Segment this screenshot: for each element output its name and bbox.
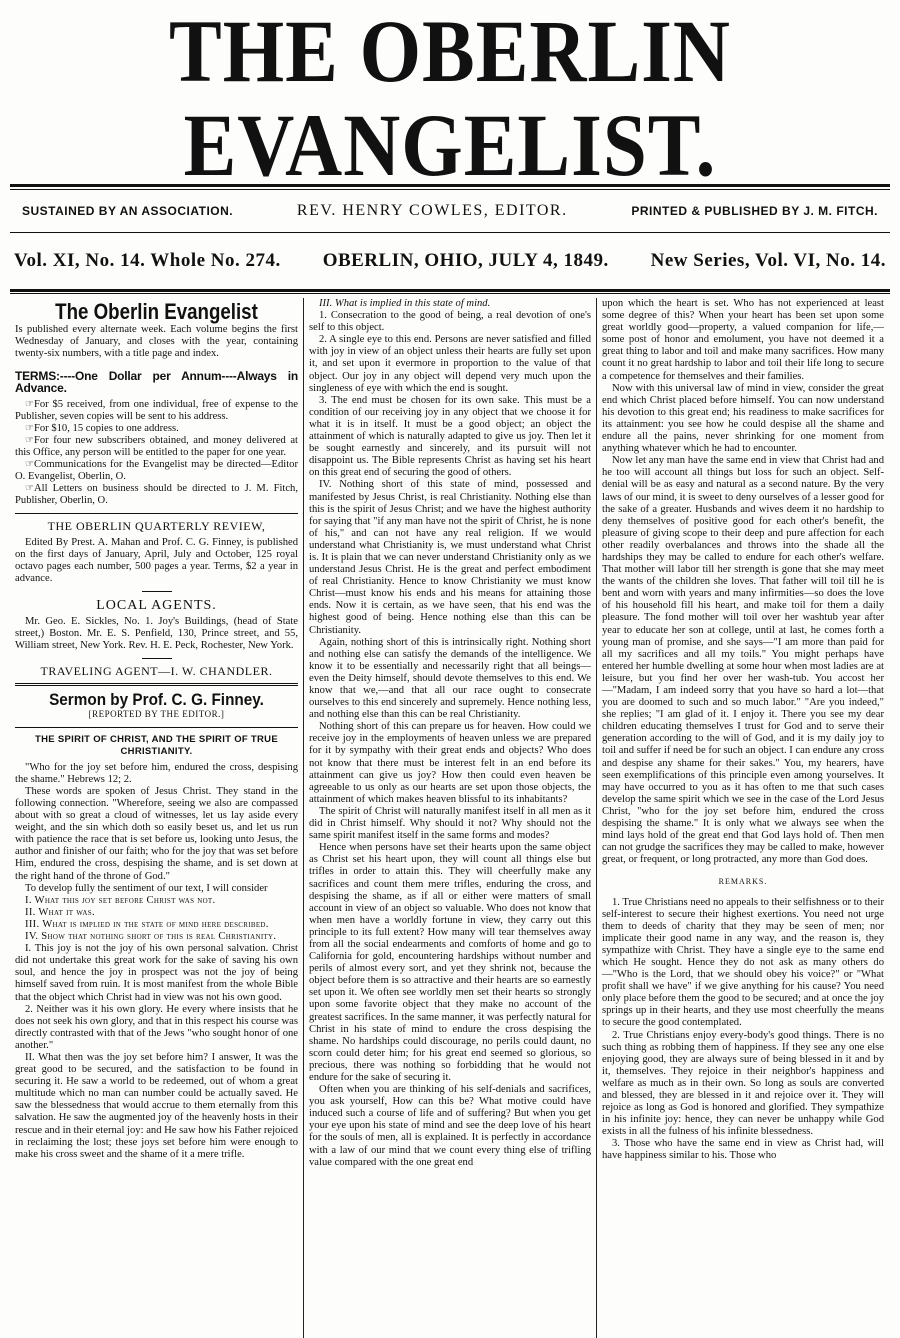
- article-columns: [10, 298, 890, 1338]
- section-divider: [15, 513, 298, 514]
- section-heading: III. What is implied in this state of mind.: [319, 298, 491, 309]
- term-item: ☞All Letters on business should be directed to J. M. Fitch, Publisher, Oberlin, O.: [15, 483, 298, 507]
- paragraph: Nothing short of this can prepare us for heaven. How could we receive joy in the employments of heaven unless we are prepared for it by sympathy with their great ends and objects? Who does not know that there must be interest felt in an end before its attainment can give us joy? How then could even heaven be agreeable to us only as our hearts are set upon those objects, the attainment of which makes heaven blissful to its inhabitants?: [309, 721, 591, 805]
- outline-item: IV. Show that nothing short of this is real Christianity.: [25, 931, 277, 943]
- paragraph: 3. Those who have the same end in view as Christ had, will have happiness similar to his. Those who: [602, 1138, 884, 1162]
- paragraph: 2. Neither was it his own glory. He every where insists that he does not seek his own glory, and that in this respect his course was directly contrasted with that of the Jews "who sought honor of one another.": [15, 1003, 298, 1051]
- paragraph: Hence when persons have set their hearts upon the same object as Christ set his heart upon, they will count all things else but trifles in order to attain this. They will cheerfully make any sacrifices and count them mere trifles, enduring the cross, and despising the shame, as if all or either were matters of small account in view of an object so valuable. Who does not know that when men have a worldly fortune in view, they carry out this principle to its full extent? How many will tear themselves away from all the social endearments and comforts of home and go to California for gold, encountering hardships without number and perils of almost every sort, and yet they shrink not, because the object before them is so attractive and their hearts are so earnestly set upon it. We often see worldly men set their hearts so strongly upon some favorite object that they make no account of the greatest sacrifices. In the same manner, it was perfectly natural for Christ in his state of mind to endure the cross despising the shame. No hardships could discourage, no perils could daunt, no scorn could deter him; for his great end seemed so glorious, so precious, there was nothing so forbidding that he would not endure for the sake of securing it.: [309, 842, 591, 1083]
- sermon-title: THE SPIRIT OF CHRIST, AND THE SPIRIT OF TRUE CHRISTIANITY.: [35, 733, 278, 757]
- column-1: [10, 298, 303, 1338]
- pointing-hand-icon: ☞: [25, 434, 34, 446]
- dateline: [10, 233, 890, 289]
- paragraph: Again, nothing short of this is intrinsically right. Nothing short and nothing else can satisfy the demands of the intelligence. We know it to be essentially and necessarily right that all beings—even the Deity himself, should devote themselves to this end. We know that we,—and that all our race ought to consecrate ourselves to this end sincerely and supremely. Hence nothing less, and nothing else than this can be real Christianity.: [309, 636, 591, 721]
- publication-intro: Is published every alternate week. Each volume begins the first Wednesday of January, and closes with the year, containing twenty-six numbers, with a title page and index.: [15, 324, 298, 360]
- outline-item: III. What is implied in the state of mind here described.: [25, 918, 269, 930]
- masthead-title: THE OBERLIN EVANGELIST.: [169, 3, 731, 196]
- pointing-hand-icon: ☞: [25, 459, 34, 471]
- newspaper-page: [0, 3, 900, 1269]
- column-3: [596, 298, 889, 1338]
- publisher-line: PRINTED & PUBLISHED BY J. M. FITCH.: [631, 204, 878, 218]
- pointing-hand-icon: ☞: [25, 483, 34, 495]
- short-rule: [142, 658, 172, 659]
- paragraph: These words are spoken of Jesus Christ. They stand in the following connection. "Wherefore, seeing we also are compassed about with so great a cloud of witnesses, let us lay aside every weight, and the sin which doth so easily beset us, and let us run with patience the race that is set before us, looking unto Jesus, the author and finisher of our faith; who for the joy that was set before Him, endured the cross, despising the shame, and is set down at the right hand of the throne of God.": [15, 785, 298, 882]
- paragraph: IV. Nothing short of this state of mind, possessed and manifested by Jesus Christ, is real Christianity. Nothing else than this is the spirit of Jesus Christ; and we have the highest authority for saying that "if any man have not the spirit of Christ, he is none of his," and can not have any real religion. If we would understand what Christianity is, we must understand what Christ is. It is plain that we can never understand Christianity only as we understand Jesus Christ. He is the great and perfect embodiment of real Christianity. Hence to know Christianity we must know Christ—must know his ends and his means for attaining those ends. Now it is certain, as we have seen, that his end was the highest good of being. Hence nothing else than this can be Christianity.: [309, 479, 591, 636]
- paragraph: To develop fully the sentiment of our text, I will consider: [25, 882, 268, 894]
- paragraph: I. This joy is not the joy of his own personal salvation. Christ did not undertake this great work for the sake of saving his own soul, and hence the joy in prospect was not the joy of being himself saved from ruin. It is most manifest from the whole Bible that the object which Christ had in view was not his own good.: [15, 943, 298, 1003]
- outline-item: I. What this joy set before Christ was not.: [25, 894, 216, 906]
- association-line: SUSTAINED BY AN ASSOCIATION.: [22, 204, 234, 218]
- editor-line: REV. HENRY COWLES, EDITOR.: [296, 202, 568, 219]
- terms-heading: TERMS:----One Dollar per Annum----Always in Advance.: [15, 369, 298, 396]
- paragraph: 3. The end must be chosen for its own sake. This must be a condition of our receiving joy in any object that we choose it for what it is in itself. It must be a good object; an object the attainment of which is naturally adapted to give us joy. Then let it be sought earnestly and sincerely, and its pursuit will not disappoint us. The Bible represents Christ as having set his heart on this great end of securing the good of others.: [309, 394, 591, 479]
- paragraph: 1. True Christians need no appeals to their selfishness or to their self-interest to secure their highest exertions. You need not urge them to deeds of charity that they may be seen of men; nor implicate their good name in any way, and the reason is, they sympathize with Christ. They have a single eye to the same end which He sought. Hence they do not ask as many others do—"Who is the Lord, that we should obey his voice?" or "What profit shall we have" if we give anything for his cause? You need only place before them the good to be secured; and at once the joy springs up in their hearts, and they use most cheerfully the means to secure the good contemplated.: [602, 896, 884, 1029]
- paragraph: Now let any man have the same end in view that Christ had and he too will account all things but loss for such an object. Self-denial will be as easy and natural as a second nature. By the very laws of our mind, it is sweet to deny ourselves of a lesser good for the sake of a greater. Husbands and wives deem it no hardship to deny themselves of positive good for each other's benefit, the pleasure of giving scope to their deep and pure affection for each other readily overbalances and throws into the shade all the hardships they may be called to endure for each other's welfare. That mother will labor till her strength is gone that she may meet the wants of the children she loves. That father will toil till he is bent and worn with years and many infirmities—so does the love of his household fill his heart, and make toil for them a daily pleasure. The fond mother will toil over her washtub year after year to educate her son at college, until at last, he comes forth a young man of promise, and she says—"I am more than paid for all my sacrifices and all my toils." You might perhaps have entered her humble dwelling at some hour when most ladies are at leisure, but you find her over her wash-tub. You accost her—"Madam, I am indeed sorry that you have so hard a lot—that you are doomed to such and so much labor." "Are you indeed," she replies; "I am glad of it. I enjoy it. There you see my dear children educating themselves I trust for God and to serve their generation according to the will of God, and it is my daily joy to toil and suffer if need be for such an object. I can endure any cross and despise any shame for their sakes." You, my hearers, have seen exemplifications of this principle even among yourselves. It may have occurred to you as it has often to me that such cases develop the same spirit which we see in the case of the Lord Jesus Christ, "who for the joy set before him, endured the cross despising the shame." It is only what we always see when the mind lays hold of the great end that God lays hold of. Then men can not grudge the sacrifices they may be called to make, however great, or frequent, or long protracted, any more than God does.: [602, 455, 884, 866]
- paragraph: 1. Consecration to the good of being, a real devotion of one's self to this object.: [309, 310, 591, 334]
- section-divider: [15, 683, 298, 686]
- term-item: ☞For $5 received, from one individual, free of expense to the Publisher, seven copies will be sent to his address.: [15, 398, 298, 422]
- volume-number: Vol. XI, No. 14. Whole No. 274.: [14, 250, 281, 271]
- paragraph: 2. True Christians enjoy every-body's good things. There is no such thing as robbing them of happiness. If they see any one else enjoying good, they are always sure of being blessed in it and by it, themselves. They rejoice in their neighbor's happiness and welfare as much as in their own. So long as souls are converted and blessed, they are blessed in it and rejoice over it. They will rejoice as long as God is honored and glorified. They sympathize in his infinite joy: hence, they can never be unhappy while God exists in all the fulness of his infinite blessedness.: [602, 1029, 884, 1138]
- paragraph: The spirit of Christ will naturally manifest itself in all men as it did in Christ himself. Why should it not? Why should not the same spirit manifest itself in the same forms and modes?: [309, 805, 591, 842]
- place-date: OBERLIN, OHIO, JULY 4, 1849.: [322, 250, 609, 271]
- masthead-subhead: [10, 190, 890, 232]
- pointing-hand-icon: ☞: [25, 398, 34, 410]
- dateline-rule: [10, 289, 890, 294]
- agents-text: Mr. Geo. E. Sickles, No. 1. Joy's Buildings, (head of State street,) Boston. Mr. E. S. Penfield, 130, Prince street, and 55, William street, New York. Rev. H. E. Peck, Rochester, New York.: [15, 615, 298, 652]
- paragraph: Now with this universal law of mind in view, consider the great end which Christ placed before himself. You can now understand his devotion to this great end; his readiness to make sacrifices for its attainment: you see how he could despise all the shame and endure all the pains, never shrinking for one moment from anything whatever which he had to encounter.: [602, 382, 884, 455]
- sermon-heading: Sermon by Prof. C. G. Finney.: [49, 690, 264, 710]
- review-title: THE OBERLIN QUARTERLY REVIEW,: [47, 519, 266, 534]
- traveling-agent: TRAVELING AGENT—I. W. CHANDLER.: [40, 664, 273, 679]
- reported-by: [REPORTED BY THE EDITOR.]: [88, 709, 225, 720]
- remarks-heading: REMARKS.: [718, 877, 768, 887]
- short-rule: [142, 591, 172, 592]
- pointing-hand-icon: ☞: [25, 422, 34, 434]
- review-text: Edited By Prest. A. Mahan and Prof. C. G. Finney, is published on the first days of January, April, July and October, 125 royal octavo pages each number, 500 pages a year. Terms, $2 a year in advance.: [15, 536, 298, 584]
- term-item: ☞For $10, 15 copies to one address.: [25, 422, 179, 434]
- paragraph: Often when you are thinking of his self-denials and sacrifices, you ask yourself, How can this be? What motive could have induced such a course of life and of suffering? But when you get your eye upon his state of mind and see the deep love of his heart for the souls of men, all is explained. It is perfectly in accordance with a law of our mind that we count every thing else of trifling value compared with the one great end: [309, 1084, 591, 1168]
- paragraph: upon which the heart is set. Who has not experienced at least some degree of this? When your heart has been set upon some great worldly good—property, a valued companion for life,—some post of honor and emolument, you have not deemed it a great thing to labor and toil and make many sacrifices. How many count it no great hardship to labor and toil their life long to secure a competence for themselves and their families.: [602, 298, 884, 382]
- column-2: [303, 298, 596, 1338]
- term-item: ☞For four new subscribers obtained, and money delivered at this Office, any person will be entitled to the paper for one year.: [15, 434, 298, 458]
- publication-box-title: The Oberlin Evangelist: [55, 299, 258, 324]
- sermon-text-verse: "Who for the joy set before him, endured the cross, despising the shame." Hebrews 12; 2.: [15, 761, 298, 785]
- paragraph: II. What then was the joy set before him? I answer, It was the great good to be secured, and the satisfaction to be found in securing it. He saw a world to be redeemed, out of whom a great multitude which no man can number could be actually saved. He saw the blessedness that would accrue to them eternally from this salvation. He saw the augmented joy of the heavenly hosts in their rescue and in their eternal joy: and He saw how his Father rejoiced in reclaiming the lost; these joys set before him were enough to make his cross sweet and the shame of it a mere trifle.: [15, 1051, 298, 1160]
- term-item: ☞Communications for the Evangelist may be directed—Editor O. Evangelist, Oberlin, O.: [15, 459, 298, 483]
- agents-title: LOCAL AGENTS.: [96, 597, 217, 613]
- outline-item: II. What it was.: [25, 906, 95, 918]
- paragraph: 2. A single eye to this end. Persons are never satisfied and filled with joy in view of an object unless their hearts are fully set upon it, and set upon it evermore in proportion to the value of that object. Our joy in any object will depend very much upon the singleness of eye with which the end is sought.: [309, 334, 591, 394]
- section-divider: [15, 727, 298, 728]
- series-number: New Series, Vol. VI, No. 14.: [650, 250, 886, 271]
